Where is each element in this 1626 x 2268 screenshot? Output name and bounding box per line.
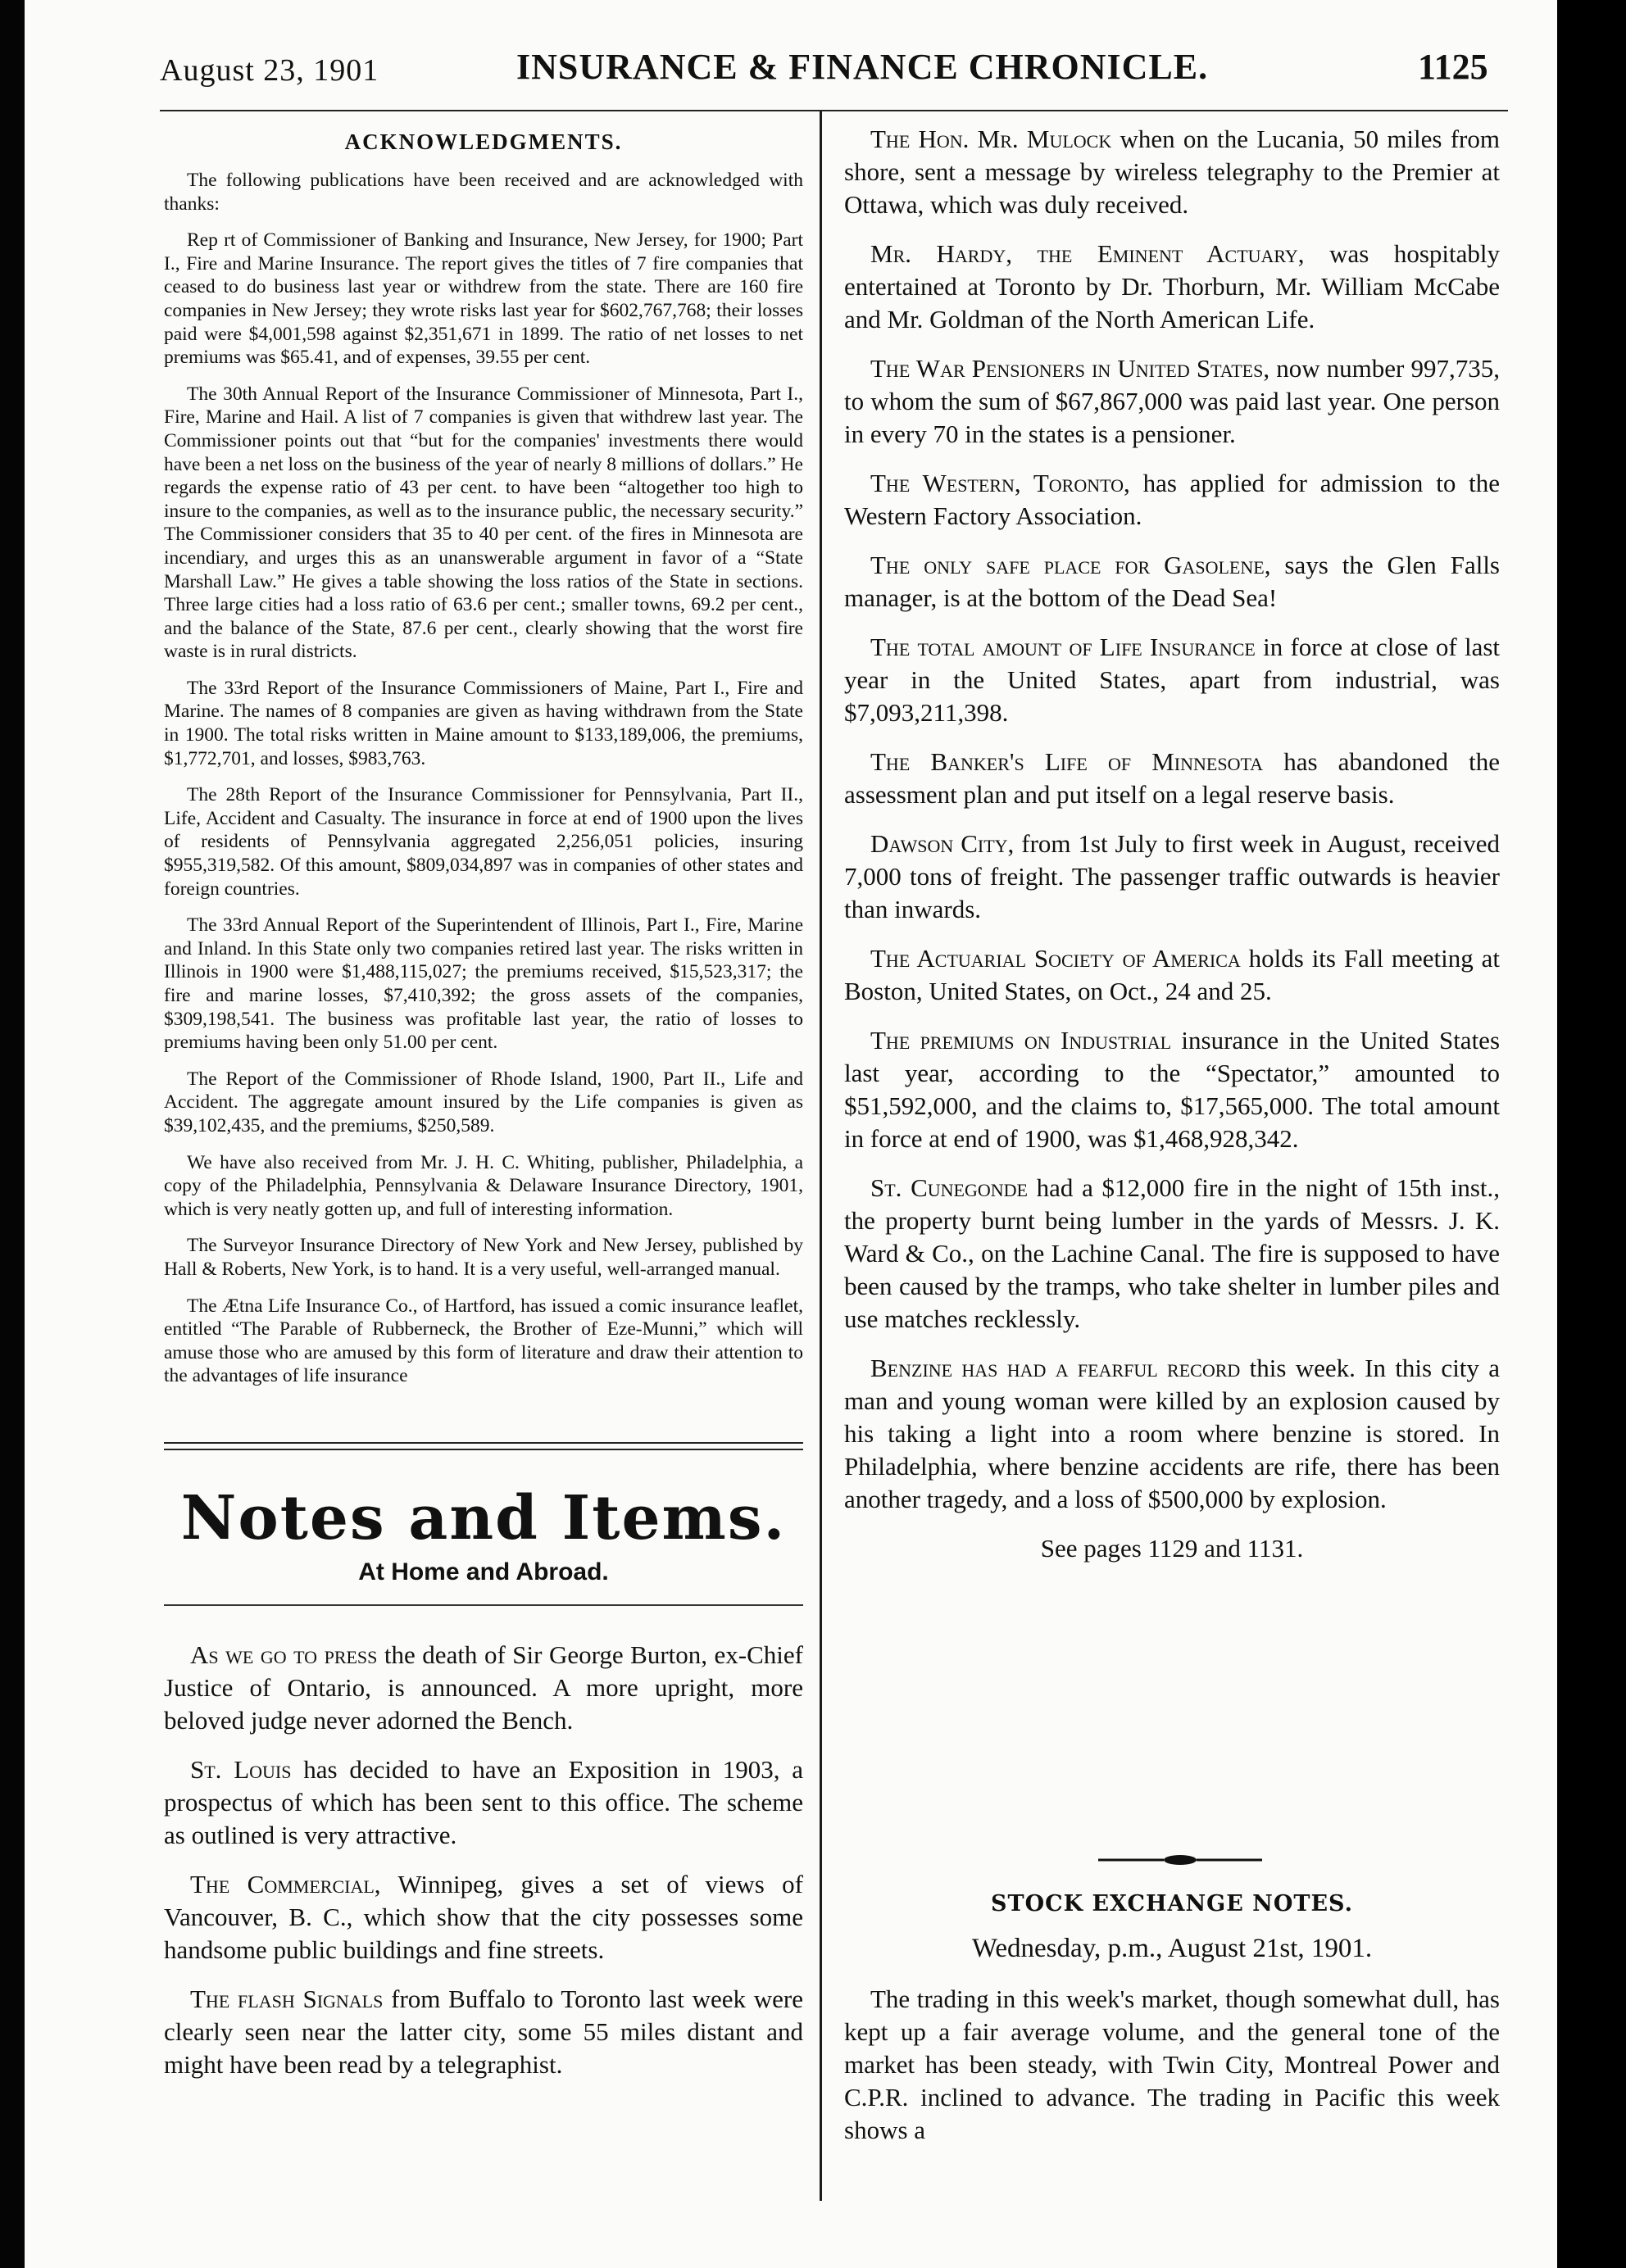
- news-item: [844, 1352, 1500, 1516]
- news-item: [164, 1868, 803, 1966]
- notes-right-column: [844, 123, 1500, 1581]
- news-item-lead: Dawson City,: [870, 829, 1015, 858]
- notes-items-subtitle: At Home and Abroad.: [358, 1558, 609, 1585]
- news-item-lead: The only safe place for Gasolene,: [870, 551, 1271, 579]
- page-edge-shadow: [1557, 0, 1626, 2268]
- ack-paragraph: We have also received from Mr. J. H. C. Whiting, publisher, Philadelphia, a copy of the Philadelphia, Pennsylvania & Delaware Insurance Directory, 1901, which is very neatly gotten up, and full of interesting information.: [164, 1151, 803, 1220]
- news-item: [844, 1172, 1500, 1336]
- ack-paragraph: The 28th Report of the Insurance Commissioner for Pennsylvania, Part II., Life, Accident and Casualty. The insurance in force at end of 1900 upon the lives of residents of Pennsylvania aggregated 2,256,051 policies, insuring $955,319,582. Of this amount, $809,034,897 was in companies of other states and foreign countries.: [164, 784, 803, 900]
- section-separator: [164, 1442, 803, 1450]
- see-pages-note: See pages 1129 and 1131.: [1040, 1534, 1304, 1563]
- news-item: [844, 238, 1500, 336]
- header-rule: [160, 110, 1508, 111]
- news-item-lead: The Hon. Mr. Mulock: [870, 125, 1112, 153]
- news-item-text: was hospitably entertained at Toronto by Dr. Thorburn, Mr. William McCabe and Mr. Goldman of the North American Life.: [844, 239, 1501, 333]
- subtitle-rule: [164, 1604, 803, 1606]
- news-item-lead: The flash Signals: [190, 1984, 384, 2013]
- notes-items-title: Notes and Items.: [180, 1483, 787, 1554]
- news-item-lead: The Actuarial Society of America: [870, 944, 1241, 973]
- news-item-text: Winnipeg, gives a set of views of Vancouver, B. C., which show that the city possesses some handsome public buildings and fine streets.: [164, 1870, 804, 1964]
- acknowledgments-heading: ACKNOWLEDGMENTS.: [344, 129, 623, 154]
- news-item-lead: As we go to press: [190, 1640, 378, 1669]
- news-item-lead: St. Cunegonde: [870, 1173, 1028, 1202]
- ack-paragraph: Rep rt of Commissioner of Banking and Insurance, New Jersey, for 1900; Part I., Fire and Marine Insurance. The report gives the titles of 7 fire companies that ceased to do business last year or withdrew from the state. There are 160 fire companies in New Jersey; they wrote risks last year for $602,767,768; their losses paid were $4,001,598 against $2,351,671 in 1899. The ratio of net losses to net premiums was $65.41, and of expenses, 39.55 per cent.: [164, 229, 803, 369]
- news-item: [164, 1639, 803, 1737]
- news-item-text: this week. In this city a man and young woman were killed by an explosion caused by his taking a light into a room where benzine is stored. In Philadelphia, where benzine accidents are rife, there has been another tragedy, and a loss of $500,000 by explosion.: [844, 1354, 1500, 1513]
- news-item: [844, 123, 1500, 221]
- news-item: [844, 352, 1500, 451]
- ack-paragraph: The 33rd Report of the Insurance Commissioners of Maine, Part I., Fire and Marine. The names of 8 companies are given as having withdrawn from the State in 1900. The total risks written in Maine amount to $133,189,006, the premiums, $1,772,701, and losses, $983,763.: [164, 677, 803, 769]
- news-item: [164, 1983, 803, 2081]
- news-item-lead: The War Pensioners in United States,: [870, 354, 1270, 383]
- ack-paragraph: The following publications have been received and are acknowledged with thanks:: [164, 170, 803, 215]
- ornament-center: [1164, 1855, 1197, 1865]
- news-item-lead: Mr. Hardy, the Eminent Actuary,: [870, 239, 1305, 268]
- news-item-text: holds its Fall meeting at Boston, United States, on Oct., 24 and 25.: [844, 944, 1500, 1005]
- stock-paragraph: The trading in this week's market, though somewhat dull, has kept up a fair average volume, and the general tone of the market has been steady, with Twin City, Montreal Power and C.P.R. inclined to advance. The trading in Pacific this week shows a: [844, 1984, 1500, 2144]
- column-divider: [820, 111, 822, 2201]
- news-item: [164, 1753, 803, 1852]
- stock-exchange-body: [844, 1983, 1500, 2163]
- ornament-divider: [1098, 1852, 1262, 1868]
- news-item: [844, 1024, 1500, 1155]
- news-item-text: now number 997,735, to whom the sum of $67,867,000 was paid last year. One person in every 70 in the states is a pensioner.: [844, 354, 1500, 448]
- news-item-text: has abandoned the assessment plan and put itself on a legal reserve basis.: [844, 747, 1500, 809]
- news-item-text: the death of Sir George Burton, ex-Chief Justice of Ontario, is announced. A more upright, more beloved judge never adorned the Bench.: [164, 1640, 803, 1735]
- news-item-lead: The Commercial,: [190, 1870, 381, 1898]
- news-item: [844, 549, 1500, 615]
- news-item-lead: St. Louis: [190, 1755, 292, 1784]
- news-item-text: from Buffalo to Toronto last week were clearly seen near the latter city, some 55 miles distant and might have been read by a telegraphist.: [164, 1984, 803, 2079]
- news-item-lead: Benzine has had a fearful record: [870, 1354, 1241, 1382]
- newspaper-page: [25, 0, 1557, 2268]
- news-item: [844, 467, 1500, 533]
- ack-paragraph: The 33rd Annual Report of the Superintendent of Illinois, Part I., Fire, Marine and Inland. In this State only two companies retired last year. The risks written in Illinois in 1900 were $1,488,115,027; the premiums received, $15,523,317; the fire and marine losses, $7,410,392; the gross assets of the companies, $309,198,541. The business was profitable last year, the ratio of losses to premiums having been only 51.00 per cent.: [164, 914, 803, 1054]
- news-item: [844, 828, 1500, 926]
- page-header: [25, 41, 1557, 107]
- stock-exchange-date: Wednesday, p.m., August 21st, 1901.: [971, 1934, 1373, 1963]
- news-item-text: has applied for admission to the Western Factory Association.: [844, 469, 1500, 530]
- news-item: [844, 746, 1500, 811]
- ack-paragraph: The Report of the Commissioner of Rhode Island, 1900, Part II., Life and Accident. The aggregate amount insured by the Life companies is given as $39,102,435, and the premiums, $250,589.: [164, 1068, 803, 1136]
- news-item: [844, 631, 1500, 729]
- news-item-text: in force at close of last year in the United States, apart from industrial, was $7,093,211,398.: [844, 633, 1500, 727]
- ack-paragraph: The Surveyor Insurance Directory of New York and New Jersey, published by Hall & Roberts, New York, is to hand. It is a very useful, well-arranged manual.: [164, 1235, 803, 1280]
- ack-paragraph: The Ætna Life Insurance Co., of Hartford, has issued a comic insurance leaflet, entitled “The Parable of Rubberneck, the Brother of Eze-Munni,” which will amuse those who are amused by this form of literature and draw their attention to the advantages of life insurance: [164, 1295, 803, 1387]
- news-item-text: says the Glen Falls manager, is at the bottom of the Dead Sea!: [844, 551, 1500, 612]
- news-item-lead: The total amount of Life Insurance: [870, 633, 1256, 661]
- acknowledgments-body: [164, 169, 803, 1401]
- news-item-text: has decided to have an Exposition in 1903, a prospectus of which has been sent to this office. The scheme as outlined is very attractive.: [164, 1755, 803, 1849]
- ack-paragraph: The 30th Annual Report of the Insurance Commissioner of Minnesota, Part I., Fire, Marine and Hail. A list of 7 companies is given that withdrew last year. The Commissioner points out that “but for the companies' investments there would have been a net loss on the business of the year of nearly 8 millions of dollars.” He regards the expense ratio of 43 per cent. to have been “altogether too high to insure to the companies, as well as to the insurance public, the necessary security.” The Commissioner considers that 35 to 40 per cent. of the fires in Minnesota are incendiary, and urges this as an unanswerable argument in favor of a “State Marshall Law.” He gives a table showing the loss ratios of the State in sections. Three large cities had a loss ratio of 63.6 per cent.; smaller towns, 69.2 per cent., and the balance of the State, 87.6 per cent., clearly showing that the worst fire waste is in rural districts.: [164, 383, 803, 663]
- news-item-lead: The Banker's Life of Minnesota: [870, 747, 1264, 776]
- news-item-lead: The Western, Toronto,: [870, 469, 1130, 497]
- header-date: August 23, 1901: [160, 53, 379, 88]
- header-page-number: 1125: [1418, 47, 1488, 87]
- news-item-lead: The premiums on Industrial: [870, 1026, 1172, 1055]
- news-item-text: had a $12,000 fire in the night of 15th inst., the property burnt being lumber in the yards of Messrs. J. K. Ward & Co., on the Lachine Canal. The fire is supposed to have been caused by the tramps, who take shelter in lumber piles and use matches recklessly.: [844, 1173, 1500, 1333]
- header-title: INSURANCE & FINANCE CHRONICLE.: [516, 47, 1209, 87]
- notes-left-column: [164, 1639, 803, 2098]
- news-item-text: insurance in the United States last year, according to the “Spectator,” amounted to $51,592,000, and the claims to, $17,565,000. The total amount in force at end of 1900, was $1,468,928,342.: [844, 1026, 1501, 1153]
- news-item: [844, 942, 1500, 1008]
- news-item-text: from 1st July to first week in August, received 7,000 tons of freight. The passenger traffic outwards is heavier than inwards.: [844, 829, 1500, 923]
- stock-exchange-heading: STOCK EXCHANGE NOTES.: [991, 1891, 1353, 1916]
- news-item-text: when on the Lucania, 50 miles from shore, sent a message by wireless telegraphy to the Premier at Ottawa, which was duly received.: [844, 125, 1500, 219]
- page-spine-shadow: [0, 0, 25, 2268]
